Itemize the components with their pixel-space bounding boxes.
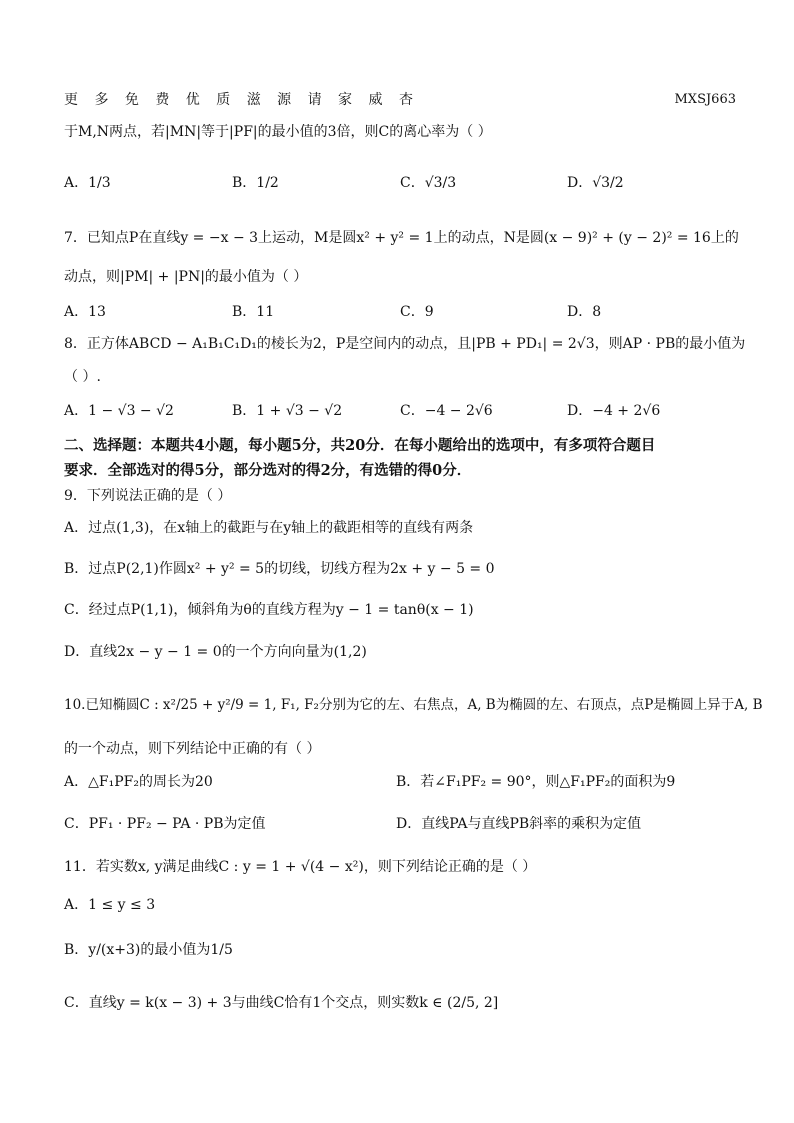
q9-stem: 9．下列说法正确的是（ ） [64, 488, 232, 504]
q6-option-d: D．√3/2 [567, 175, 624, 191]
q6-option-c: C．√3/3 [400, 175, 457, 191]
q8-option-a: A．1 − √3 − √2 [64, 403, 174, 419]
q10-option-b: B．若∠F₁PF₂ = 90°，则△F₁PF₂的面积为9 [396, 774, 676, 790]
q8-option-b: B．1 + √3 − √2 [232, 403, 343, 419]
section2-instruction-line2: 要求．全部选对的得5分，部分选对的得2分，有选错的得0分． [64, 462, 472, 479]
q11-option-a: A．1 ≤ y ≤ 3 [64, 897, 156, 913]
q7-option-b: B．11 [232, 304, 275, 320]
header-left-text: 更 多 免 费 优 质 滋 源 请 家 威 杏 [64, 92, 419, 108]
q9-option-a: A．过点(1,3)，在x轴上的截距与在y轴上的截距相等的直线有两条 [64, 520, 474, 536]
header-code: MXSJ663 [674, 92, 736, 107]
q8-stem-line1: 8．正方体ABCD − A₁B₁C₁D₁的棱长为2，P是空间内的动点，且|PB + PD₁| = 2√3，则AP · PB的最小值为 [64, 336, 746, 352]
q6-stem-tail: 于M,N两点，若|MN|等于|PF|的最小值的3倍，则C的离心率为（ ） [64, 124, 492, 140]
q8-option-d: D．−4 + 2√6 [567, 403, 661, 419]
section2-instruction-line1: 二、选择题：本题共4小题，每小题5分，共20分．在每小题给出的选项中，有多项符合题目 [64, 437, 656, 454]
q9-option-d: D．直线2x − y − 1 = 0的一个方向向量为(1,2) [64, 644, 367, 660]
q8-option-c: C．−4 − 2√6 [400, 403, 493, 419]
q11-option-c: C．直线y = k(x − 3) + 3与曲线C恰有1个交点，则实数k ∈ (2/5, 2] [64, 995, 499, 1011]
q8-stem-line2: （ ）. [64, 369, 101, 385]
q10-option-c: C．PF₁ · PF₂ − PA · PB为定值 [64, 816, 266, 832]
q11-stem: 11．若实数x, y满足曲线C : y = 1 + √(4 − x²)，则下列结论正确的是（ ） [64, 859, 537, 875]
page-header [64, 90, 736, 110]
q10-option-a: A．△F₁PF₂的周长为20 [64, 774, 213, 790]
q7-option-d: D．8 [567, 304, 602, 320]
q7-stem-line1: 7．已知点P在直线y = −x − 3上运动，M是圆x² + y² = 1上的动点，N是圆(x − 9)² + (y − 2)² = 16上的 [64, 230, 739, 246]
q7-stem-line2: 动点，则|PM| + |PN|的最小值为（ ） [64, 269, 308, 285]
q10-option-d: D．直线PA与直线PB斜率的乘积为定值 [396, 816, 642, 832]
q11-option-b: B．y/(x+3)的最小值为1/5 [64, 942, 233, 958]
q6-option-a: A．1/3 [64, 175, 111, 191]
q10-stem-line2: 的一个动点，则下列结论中正确的有（ ） [64, 741, 321, 757]
q9-option-c: C．经过点P(1,1)，倾斜角为θ的直线方程为y − 1 = tanθ(x − 1) [64, 602, 474, 618]
q7-option-a: A．13 [64, 304, 106, 320]
q9-option-b: B．过点P(2,1)作圆x² + y² = 5的切线，切线方程为2x + y − 5 = 0 [64, 561, 495, 577]
q10-stem-line1: 10.已知椭圆C : x²/25 + y²/9 = 1, F₁, F₂分别为它的左、右焦点，A, B为椭圆的左、右顶点，点P是椭圆上异于A, B [64, 697, 763, 713]
q6-option-b: B．1/2 [232, 175, 279, 191]
q7-option-c: C．9 [400, 304, 434, 320]
